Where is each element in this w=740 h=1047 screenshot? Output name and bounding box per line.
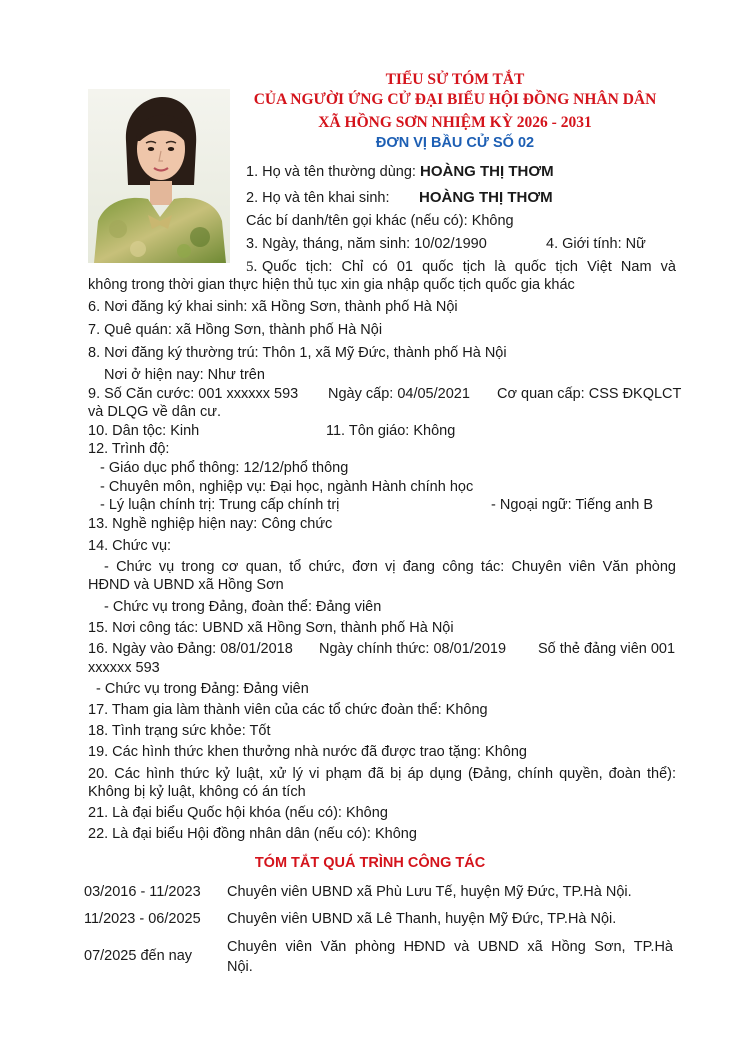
education-language: - Ngoại ngữ: Tiếng anh B [491,497,654,513]
work-history-title: TÓM TẮT QUÁ TRÌNH CÔNG TÁC [254,855,486,871]
hometown: 7. Quê quán: xã Hồng Sơn, thành phố Hà Nội [88,322,383,338]
id-issue-date: Ngày cấp: 04/05/2021 [328,386,470,402]
work-desc-2: Chuyên viên UBND xã Lê Thanh, huyện Mỹ Đức, TP.Hà Nội. [227,911,617,927]
birth-name-value: HOÀNG THỊ THƠM [419,189,553,206]
occupation: 13. Nghề nghiệp hiện nay: Công chức [88,516,333,532]
full-name-label: 1. Họ và tên thường dùng: [246,164,420,180]
nationality-number: 5. [246,259,258,275]
organizations: 17. Tham gia làm thành viên của các tổ chức đoàn thể: Không [88,702,488,718]
doc-title-line-2: CỦA NGƯỜI ỨNG CỬ ĐẠI BIỂU HỘI ĐỒNG NHÂN DÂN [253,91,657,108]
aliases: Các bí danh/tên gọi khác (nếu có): Không [246,213,514,229]
discipline-line-1: 20. Các hình thức kỷ luật, xử lý vi phạm đã bị áp dụng (Đảng, chính quyền, đoàn thể): [88,766,676,782]
party-join-date: 16. Ngày vào Đảng: 08/01/2018 [88,641,293,657]
nationality-line-1: Quốc tịch: Chỉ có 01 quốc tịch là quốc tịch Việt Nam và [262,259,676,275]
party-position: - Chức vụ trong Đảng: Đảng viên [96,681,309,697]
work-period-2: 11/2023 - 06/2025 [84,911,201,927]
position-party: - Chức vụ trong Đảng, đoàn thể: Đảng viên [104,599,382,615]
education-professional: - Chuyên môn, nghiệp vụ: Đại học, ngành Hành chính học [100,479,474,495]
portrait-photo [88,89,230,263]
party-official-date: Ngày chính thức: 08/01/2019 [319,641,507,657]
work-period-3: 07/2025 đến nay [84,948,193,964]
nationality-line-2: không trong thời gian thực hiện thủ tục xin gia nhập quốc tịch quốc gia khác [88,277,575,293]
workplace: 15. Nơi công tác: UBND xã Hồng Sơn, thành phố Hà Nội [88,620,454,636]
full-name-value: HOÀNG THỊ THƠM [420,163,554,180]
work-desc-3-line-1: Chuyên viên Văn phòng HĐND và UBND xã Hồng Sơn, TP.Hà [227,939,673,955]
doc-title: TIỂU SỬ TÓM TẮT [385,71,525,88]
education-heading: 12. Trình độ: [88,441,170,457]
permanent-residence: 8. Nơi đăng ký thường trú: Thôn 1, xã Mỹ Đức, thành phố Hà Nội [88,345,507,361]
education-general: - Giáo dục phổ thông: 12/12/phổ thông [100,460,349,476]
current-address: Nơi ở hiện nay: Như trên [104,367,265,383]
health: 18. Tình trạng sức khỏe: Tốt [88,723,271,739]
date-of-birth: 3. Ngày, tháng, năm sinh: 10/02/1990 [246,236,487,252]
birth-registration: 6. Nơi đăng ký khai sinh: xã Hồng Sơn, thành phố Hà Nội [88,299,458,315]
portrait-illustration [88,89,230,263]
national-assembly-delegate: 21. Là đại biểu Quốc hội khóa (nếu có): Không [88,805,388,821]
peoples-council-delegate: 22. Là đại biểu Hội đồng nhân dân (nếu có): Không [88,826,417,842]
party-card-number: Số thẻ đảng viên 001 [538,641,676,657]
discipline-line-2: Không bị kỷ luật, không có án tích [88,784,306,800]
awards: 19. Các hình thức khen thưởng nhà nước đã được trao tặng: Không [88,744,527,760]
id-number: 9. Số Căn cước: 001 xxxxxx 593 [88,386,299,402]
religion: 11. Tôn giáo: Không [326,423,456,439]
position-org-line-1: - Chức vụ trong cơ quan, tổ chức, đơn vị đang công tác: Chuyên viên Văn phòng [104,559,676,575]
work-period-1: 03/2016 - 11/2023 [84,884,201,900]
id-issuing-agency: Cơ quan cấp: CSS ĐKQLCT [497,386,682,402]
full-name-row [246,163,554,181]
position-heading: 14. Chức vụ: [88,538,172,554]
electoral-unit: ĐƠN VỊ BẦU CỬ SỐ 02 [375,135,535,151]
id-issuing-agency-cont: và DLQG về dân cư. [88,404,222,420]
birth-name-label: 2. Họ và tên khai sinh: [246,190,390,206]
work-desc-1: Chuyên viên UBND xã Phù Lưu Tế, huyện Mỹ Đức, TP.Hà Nội. [227,884,632,900]
work-desc-3-line-2: Nội. [227,959,253,975]
party-card-number-cont: xxxxxx 593 [88,660,160,676]
doc-title-line-3: XÃ HỒNG SƠN NHIỆM KỲ 2026 - 2031 [318,114,592,131]
education-political: - Lý luận chính trị: Trung cấp chính trị [100,497,340,513]
gender: 4. Giới tính: Nữ [546,236,646,252]
ethnicity: 10. Dân tộc: Kinh [88,423,200,439]
position-org-line-2: HĐND và UBND xã Hồng Sơn [88,577,284,593]
